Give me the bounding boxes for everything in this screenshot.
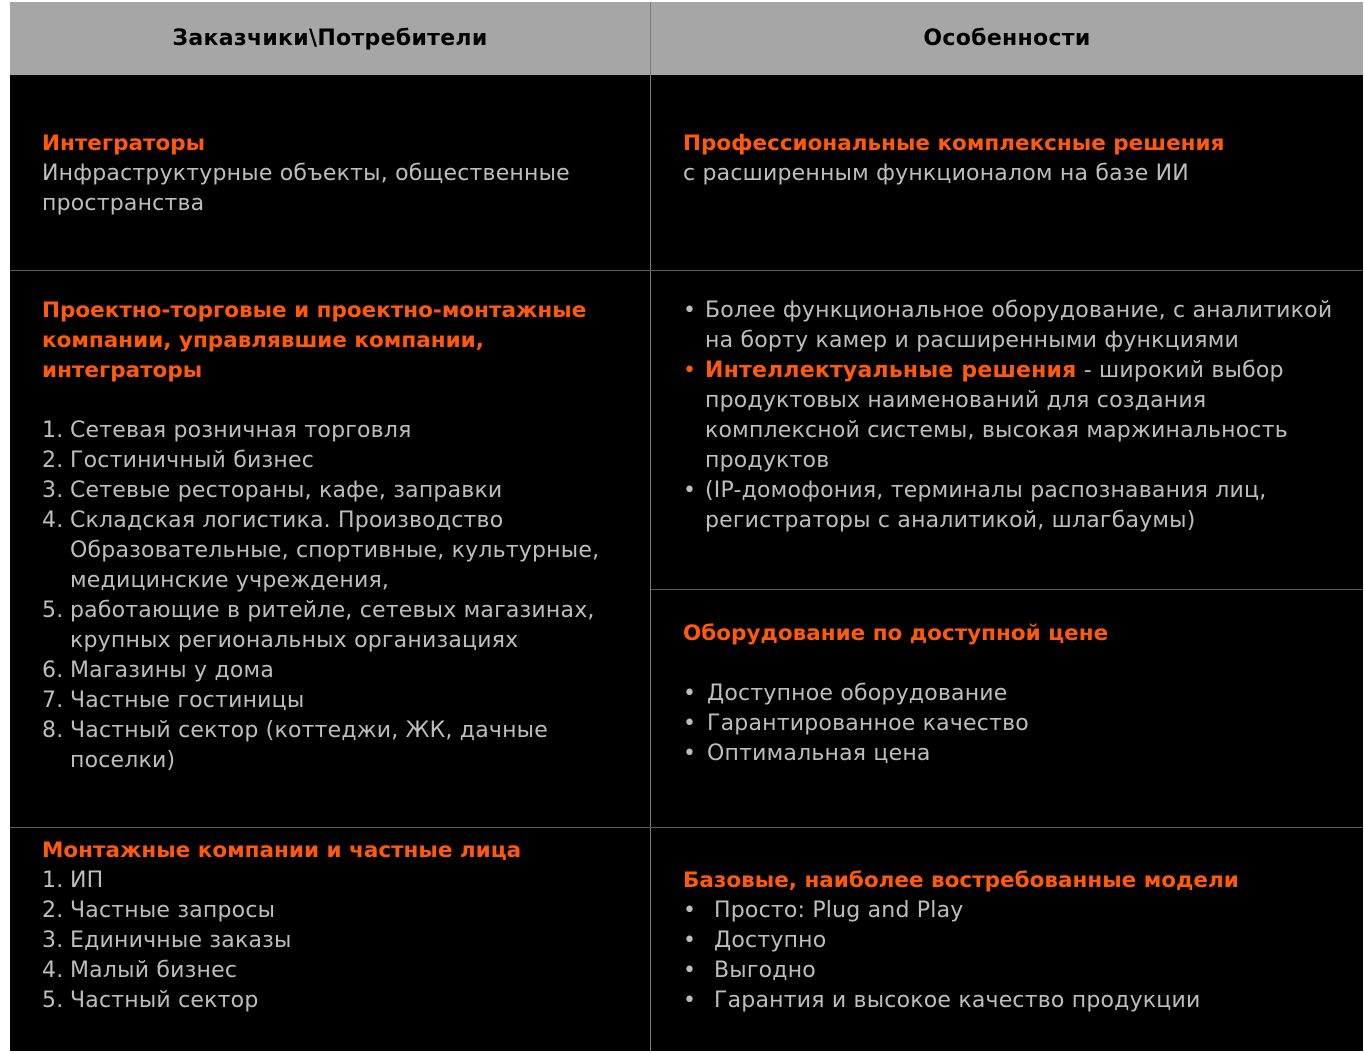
header-customers — [10, 2, 650, 75]
list-item: • Гарантия и высокое качество продукции — [683, 988, 1201, 1013]
list-item: 3. Единичные заказы — [42, 928, 292, 953]
row3-left-title: Монтажные компании и частные лица — [42, 838, 522, 863]
row3-right-cell — [683, 866, 1343, 1016]
list-item: 3. Сетевые рестораны, кафе, заправки — [42, 478, 503, 503]
row2-left-title: Проектно-торговые и проектно-монтажные компании, управлявшие компании, интеграторы — [42, 298, 587, 383]
list-item: 6. Магазины у дома — [42, 658, 275, 683]
row3-right-list — [683, 896, 1343, 1016]
row-divider-right — [651, 589, 1363, 590]
row1-right-text: с расширенным функционалом на базе ИИ — [683, 161, 1189, 186]
column-divider — [650, 2, 651, 1051]
list-item: 4. Малый бизнес — [42, 958, 238, 983]
row2-left-list — [42, 416, 638, 776]
row3-left-list — [42, 866, 638, 1016]
row-divider-1 — [10, 270, 1363, 271]
list-item: • Оптимальная цена — [683, 741, 931, 766]
list-item: • Гарантированное качество — [683, 711, 1029, 736]
list-item: 7. Частные гостиницы — [42, 688, 305, 713]
list-item: 5. работающие в ритейле, сетевых магазинах, крупных региональных организациях — [42, 598, 595, 653]
row-divider-2 — [10, 827, 1363, 828]
list-item: • Просто: Plug and Play — [683, 898, 964, 923]
row2-right-top-cell — [683, 296, 1351, 536]
row1-left-text: Инфраструктурные объекты, общественные пространства — [42, 161, 570, 216]
row2-left-cell — [42, 296, 638, 776]
list-item: • Интеллектуальные решения - широкий выбор продуктовых наименований для создания комплексной системы, высокая маржинальность продуктов — [683, 358, 1288, 473]
list-item: 1. Сетевая розничная торговля — [42, 418, 412, 443]
list-item: • Доступное оборудование — [683, 681, 1008, 706]
row1-left-title: Интеграторы — [42, 131, 206, 156]
list-item: 4. Складская логистика. Производство Образовательные, спортивные, культурные, медицинские учреждения, — [42, 508, 600, 593]
row1-left-cell — [42, 129, 632, 219]
row2-right-bottom-list — [683, 679, 1343, 769]
header-customers-label: Заказчики\Потребители — [172, 26, 488, 51]
comparison-table — [10, 2, 1363, 1051]
row2-right-top-list — [683, 296, 1351, 536]
row2-right-bottom-title: Оборудование по доступной цене — [683, 621, 1109, 646]
row2-right-bottom-cell — [683, 619, 1343, 769]
list-item: • Более функциональное оборудование, с аналитикой на борту камер и расширенными функциями — [683, 298, 1333, 353]
list-item: 2. Частные запросы — [42, 898, 276, 923]
row3-left-cell — [42, 836, 638, 1016]
header-features — [651, 2, 1363, 75]
list-item: • (IP-домофония, терминалы распознавания лиц, регистраторы с аналитикой, шлагбаумы) — [683, 478, 1267, 533]
list-item: • Выгодно — [683, 958, 816, 983]
header-features-label: Особенности — [923, 26, 1091, 51]
list-item: 5. Частный сектор — [42, 988, 259, 1013]
list-item: • Доступно — [683, 928, 827, 953]
row1-right-cell — [683, 129, 1343, 189]
row3-right-title: Базовые, наиболее востребованные модели — [683, 868, 1239, 893]
row1-right-title: Профессиональные комплексные решения — [683, 131, 1225, 156]
list-item: 2. Гостиничный бизнес — [42, 448, 314, 473]
list-item: 8. Частный сектор (коттеджи, ЖК, дачные поселки) — [42, 718, 548, 773]
list-item: 1. ИП — [42, 868, 104, 893]
